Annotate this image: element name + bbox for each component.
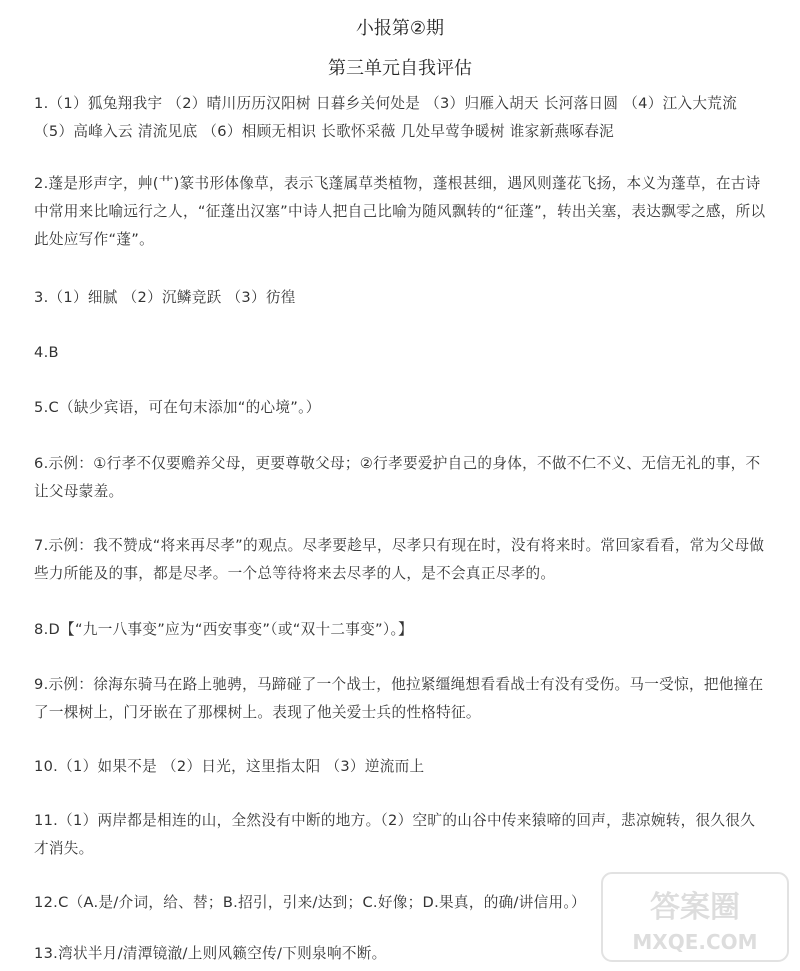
answer-12: 12.C（A.是/介词，给、替；B.招引，引来/达到；C.好像；D.果真，的确/讲信用。） [34, 894, 586, 911]
answer-1: 1.（1）狐兔翔我宇 （2）晴川历历汉阳树 日暮乡关何处是 （3）归雁入胡天 长河落日圆 （4）江入大荒流 （5）高峰入云 清流见底 （6）相顾无相识 长歌怀采薇 几处早莺争暖树 谁家新燕啄春泥 [34, 95, 743, 140]
svg-text:答案圈: 答案圈 [650, 890, 740, 925]
issue-title: 小报第②期 [355, 18, 445, 39]
answer-6: 6.示例：①行孝不仅要赡养父母，更要尊敬父母；②行孝要爱护自己的身体，不做不仁不义、无信无礼的事，不让父母蒙羞。 [34, 455, 761, 500]
answer-10: 10.（1）如果不是 （2）日光，这里指太阳 （3）逆流而上 [34, 758, 425, 775]
answer-4: 4.B [34, 344, 59, 361]
answer-8: 8.D【“九一八事变”应为“西安事变”（或“双十二事变”）。】 [34, 621, 413, 638]
answer-13: 13.湾状半月/清潭镜澈/上则风籁空传/下则泉响不断。 [34, 945, 387, 962]
answer-9: 9.示例：徐海东骑马在路上驰骋，马蹄碰了一个战士，他拉紧缰绳想看看战士有没有受伤。马一受惊，把他撞在了一棵树上，门牙嵌在了那棵树上。表现了他关爱士兵的性格特征。 [34, 676, 764, 721]
answer-5: 5.C（缺少宾语，可在句末添加“的心境”。） [34, 399, 321, 416]
answer-7: 7.示例：我不赞成“将来再尽孝”的观点。尽孝要趁早，尽孝只有现在时，没有将来时。常回家看看，常为父母做些力所能及的事，都是尽孝。一个总等待将来去尽孝的人，是不会真正尽孝的。 [34, 537, 765, 582]
watermark-logo [600, 871, 790, 963]
svg-text:MXQE.COM: MXQE.COM [632, 930, 758, 954]
answer-3: 3.（1）细腻 （2）沉鳞竞跃 （3）彷徨 [34, 289, 296, 306]
unit-title: 第三单元自我评估 [328, 58, 472, 79]
answer-2: 2.蓬是形声字，艸(艹)篆书形体像草，表示飞蓬属草类植物，蓬根甚细，遇风则蓬花飞扬，本义为蓬草，在古诗中常用来比喻远行之人，“征蓬出汉塞”中诗人把自己比喻为随风飘转的“征蓬”，转出关塞，表达飘零之感，所以此处应写作“蓬”。 [34, 175, 766, 248]
answer-11: 11.（1）两岸都是相连的山，全然没有中断的地方。（2）空旷的山谷中传来猿啼的回声，悲凉婉转，很久很久才消失。 [34, 812, 756, 857]
